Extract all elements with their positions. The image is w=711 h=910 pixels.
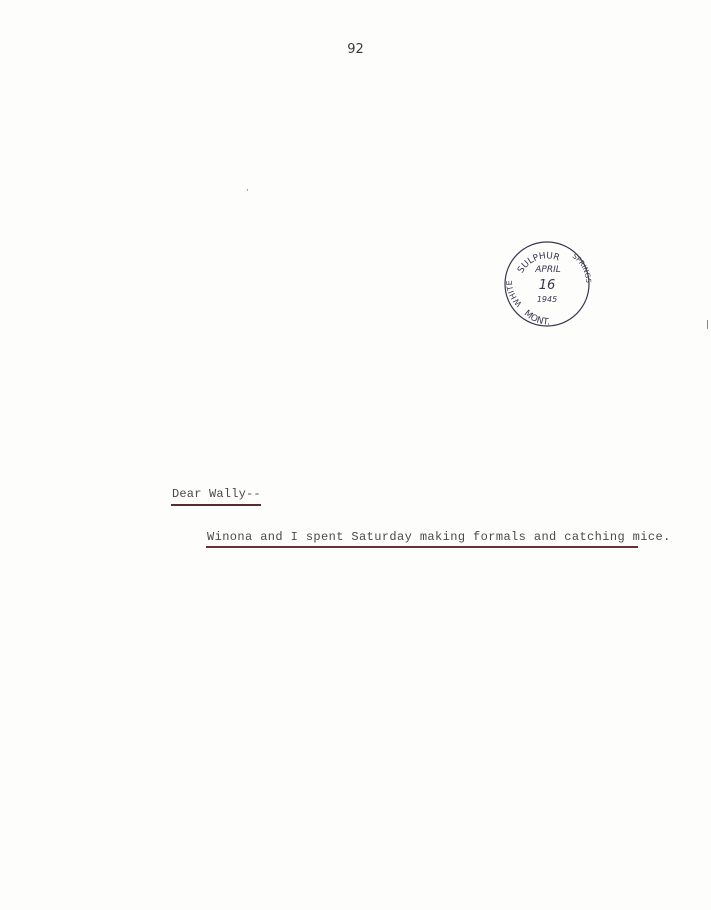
postmark-bottom-arc: MONT. — [521, 308, 550, 328]
postmark-month: APRIL — [535, 265, 561, 275]
postmark-left-arc: WHITE — [504, 280, 524, 309]
postmark-top-arc: SULPHUR — [516, 251, 561, 276]
postmark-graphic — [502, 239, 592, 329]
ink-speck: · — [245, 186, 250, 195]
postmark-stamp — [502, 239, 592, 329]
postmark-year: 1945 — [536, 295, 558, 304]
salutation-underline — [171, 504, 261, 506]
letter-body-line: Winona and I spent Saturday making formals and catching mice. — [207, 530, 671, 544]
postmark-right-arc: SPRINGS — [570, 252, 592, 284]
page-number: 92 — [347, 42, 364, 57]
letter-salutation: Dear Wally-- — [172, 487, 261, 501]
body-underline — [206, 546, 638, 548]
postmark-day: 16 — [538, 278, 556, 293]
edge-mark — [707, 320, 708, 329]
